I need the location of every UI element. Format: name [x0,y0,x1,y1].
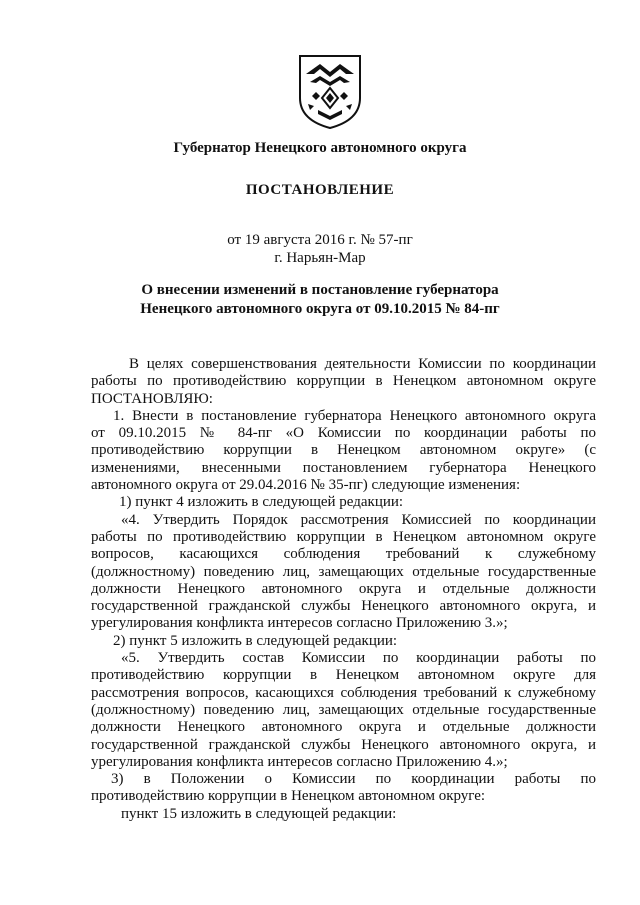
body-line: урегулирования конфликта интересов согласно Приложению 3.»; [91,615,508,632]
body-line: 2) пункт 5 изложить в следующей редакции: [113,632,398,649]
body-line: «5. Утвердить состав Комиссии по координации работы по [121,650,596,667]
body-line: автономного округа от 29.04.2016 № 35-пг) следующие изменения: [91,477,521,494]
body-line: 1) пункт 4 изложить в следующей редакции: [119,494,404,511]
body-line: (должностному) поведению лиц, замещающих отдельные государственные [91,563,596,580]
body-line: вопросов, касающихся соблюдения требований к служебному [91,546,596,563]
body-line: противодействию коррупции в Ненецком автономном округе: [91,788,486,805]
body-line: 3) в Положении о Комиссии по координации работы по [111,771,596,788]
body-line: государственной гражданской службы Ненецкого автономного округа, и [91,736,596,753]
document-title [0,281,640,319]
body-line: 1. Внести в постановление губернатора Ненецкого автономного округа [113,407,596,424]
document-body [91,356,596,823]
body-line: рассмотрения вопросов, касающихся соблюдения требований к служебному [91,684,596,701]
document-type: ПОСТАНОВЛЕНИЕ [245,182,395,198]
place-of-issue: г. Нарьян-Мар [274,250,366,266]
body-line: противодействию коррупции в Ненецком автономном округе» (с [91,442,596,459]
body-line: должности Ненецкого автономного округа и отдельные должности [91,580,596,597]
body-line: ПОСТАНОВЛЯЮ: [91,390,213,407]
body-line: работы по противодействию коррупции в Ненецком автономном округе [91,373,596,390]
issuing-authority: Губернатор Ненецкого автономного округа [173,140,467,156]
body-line: от 09.10.2015 № 84-пг «О Комиссии по координации работы по [91,425,596,442]
body-line: пункт 15 изложить в следующей редакции: [121,805,397,822]
body-line: должности Ненецкого автономного округа и отдельные должности [91,719,596,736]
body-line: работы по противодействию коррупции в Ненецком автономном округе [91,528,596,545]
body-line: В целях совершенствования деятельности Комиссии по координации [129,356,596,372]
body-line: государственной гражданской службы Ненецкого автономного округа, и [91,598,596,615]
title-line: Ненецкого автономного округа от 09.10.2015 № 84-пг [140,301,500,317]
body-line: урегулирования конфликта интересов согласно Приложению 4.»; [91,753,508,770]
date-and-number: от 19 августа 2016 г. № 57-пг [227,232,413,248]
body-line: противодействию коррупции в Ненецком автономном округе для [91,667,596,684]
coat-of-arms-icon [296,52,364,130]
title-line: О внесении изменений в постановление губернатора [141,282,499,298]
body-line: «4. Утвердить Порядок рассмотрения Комиссией по координации [121,511,596,528]
body-line: (должностному) поведению лиц, замещающих отдельные государственные [91,701,596,718]
body-line: изменениями, внесенными постановлением губернатора Ненецкого [91,459,596,476]
